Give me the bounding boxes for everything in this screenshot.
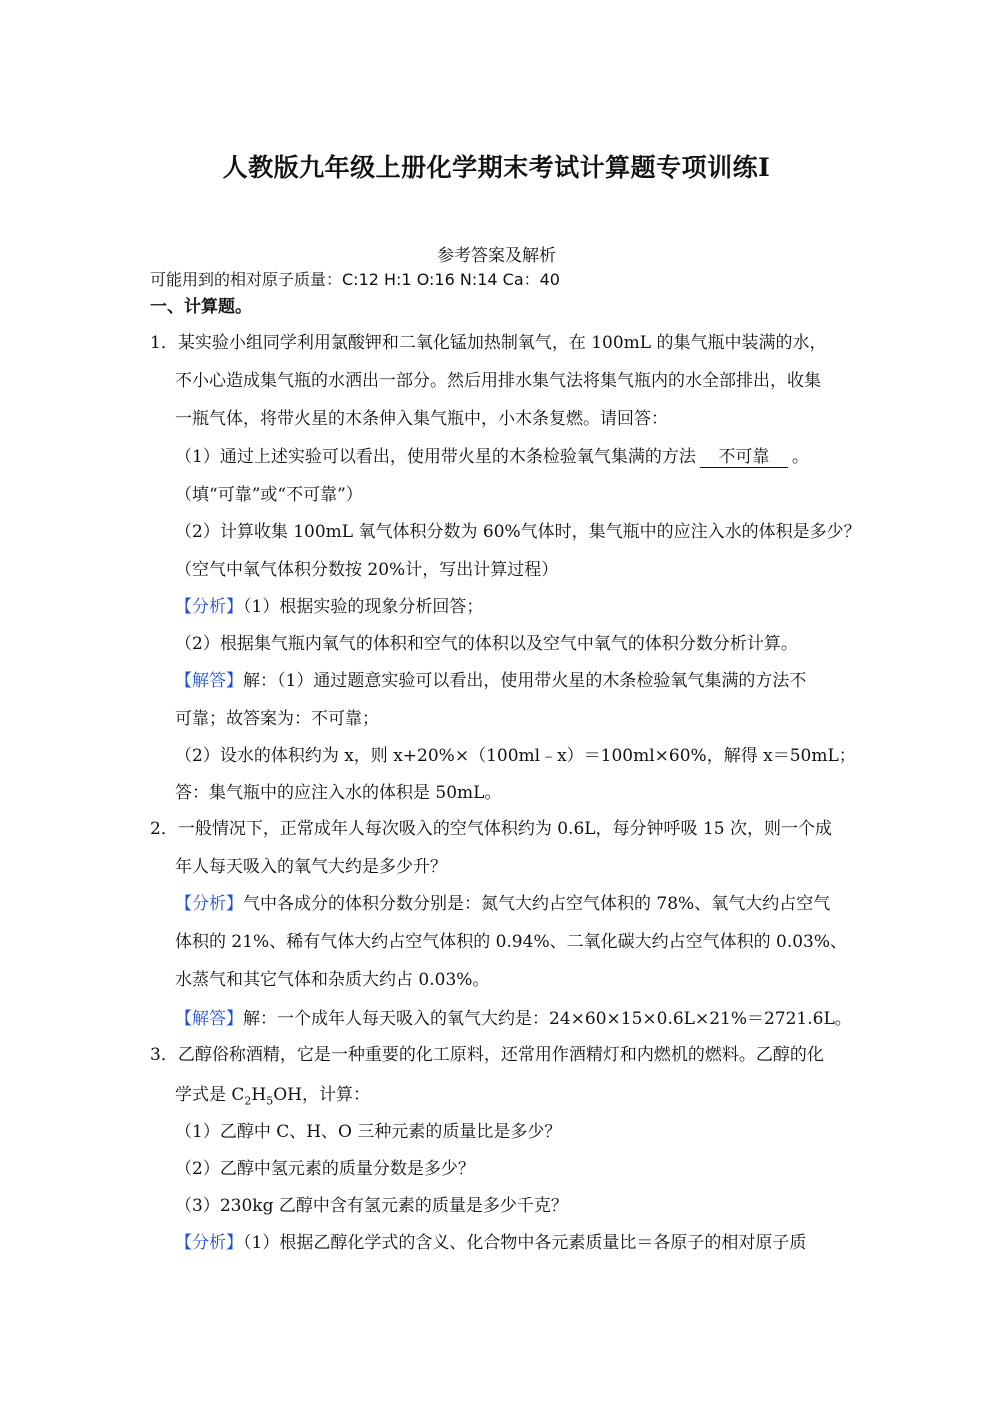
- q1-analysis: [175, 595, 483, 619]
- q1-answer-line-2: 可靠；故答案为：不可靠；: [175, 709, 379, 729]
- q1-answer-line-3: （2）设水的体积约为 x，则 x+20%×（100ml﹣x）＝100ml×60%，解得 x＝50mL；: [175, 746, 856, 766]
- analysis-label: 【分析】: [175, 894, 243, 914]
- q1-part-1-end: 。: [791, 447, 809, 467]
- q2-analysis: [175, 892, 830, 916]
- atomic-mass-note: 可能用到的相对原子质量：C:12 H:1 O:16 N:14 Ca：40: [150, 270, 560, 289]
- q1-analysis-line-2: （2）根据集气瓶内氧气的体积和空气的体积以及空气中氧气的体积分数分析计算。: [175, 634, 798, 654]
- q3-formula-mid: H: [251, 1085, 267, 1105]
- q1-analysis-text-1: （1）根据实验的现象分析回答；: [243, 597, 484, 617]
- q3-part-3: （3）230kg 乙醇中含有氢元素的质量是多少千克？: [175, 1196, 568, 1216]
- q1-line-1: 1．某实验小组同学利用氯酸钾和二氧化锰加热制氧气，在 100mL 的集气瓶中装满的水，: [150, 333, 827, 353]
- answer-subtitle: 参考答案及解析: [437, 246, 556, 266]
- q3-analysis-text-1: （1）根据乙醇化学式的含义、化合物中各元素质量比＝各原子的相对原子质: [243, 1233, 807, 1253]
- q2-analysis-line-3: 水蒸气和其它气体和杂质大约占 0.03%。: [175, 970, 490, 990]
- q1-line-2: 不小心造成集气瓶的水洒出一部分。然后用排水集气法将集气瓶内的水全部排出，收集: [175, 371, 821, 391]
- q2-answer: [175, 1007, 852, 1031]
- q1-answer-line-4: 答：集气瓶中的应注入水的体积是 50mL。: [175, 783, 502, 803]
- answer-label: 【解答】: [175, 1009, 243, 1029]
- document-title: 人教版九年级上册化学期末考试计算题专项训练Ⅰ: [222, 153, 771, 182]
- q2-answer-text: 解：一个成年人每天吸入的氧气大约是：24×60×15×0.6L×21%＝2721.6L。: [243, 1009, 852, 1029]
- q1-line-3: 一瓶气体，将带火星的木条伸入集气瓶中，小木条复燃。请回答：: [175, 409, 668, 429]
- q1-part-2: （2）计算收集 100mL 氧气体积分数为 60%气体时，集气瓶中的应注入水的体积是多少？: [175, 522, 861, 542]
- q1-answer-blank: 不可靠: [700, 447, 788, 468]
- q2-line-1: 2．一般情况下，正常成年人每次吸入的空气体积约为 0.6L，每分钟呼吸 15 次，则一个成: [150, 819, 832, 839]
- q3-part-1: （1）乙醇中 C、H、O 三种元素的质量比是多少？: [175, 1122, 562, 1142]
- q3-line-1: 3．乙醇俗称酒精，它是一种重要的化工原料，还常用作酒精灯和内燃机的燃料。乙醇的化: [150, 1045, 824, 1065]
- q2-line-2: 年人每天吸入的氧气大约是多少升？: [175, 857, 447, 877]
- q3-formula-sub-2: 5: [266, 1094, 274, 1108]
- q1-part-1-hint: （填“可靠”或“不可靠”）: [175, 485, 363, 505]
- q1-part-1: [175, 445, 809, 469]
- section-heading: 一、计算题。: [150, 297, 252, 317]
- q3-formula-sub-1: 2: [244, 1094, 252, 1108]
- q2-analysis-line-2: 体积的 21%、稀有气体大约占空气体积的 0.94%、二氧化碳大约占空气体积的 0.03%、: [175, 932, 848, 952]
- q1-part-1-text: （1）通过上述实验可以看出，使用带火星的木条检验氧气集满的方法: [175, 447, 696, 467]
- q1-answer-text-1: 解：（1）通过题意实验可以看出，使用带火星的木条检验氧气集满的方法不: [243, 671, 807, 691]
- q3-formula-prefix: 学式是 C: [175, 1085, 245, 1105]
- q1-part-2-hint: （空气中氧气体积分数按 20%计，写出计算过程）: [175, 560, 559, 580]
- q1-answer: [175, 669, 806, 693]
- q2-analysis-text-1: 气中各成分的体积分数分别是：氮气大约占空气体积的 78%、氧气大约占空气: [243, 894, 831, 914]
- answer-label: 【解答】: [175, 671, 243, 691]
- q3-formula-suffix: OH，计算：: [273, 1085, 371, 1105]
- q3-line-2: [175, 1083, 370, 1107]
- q3-analysis: [175, 1231, 806, 1255]
- q3-part-2: （2）乙醇中氢元素的质量分数是多少？: [175, 1159, 475, 1179]
- analysis-label: 【分析】: [175, 597, 243, 617]
- analysis-label: 【分析】: [175, 1233, 243, 1253]
